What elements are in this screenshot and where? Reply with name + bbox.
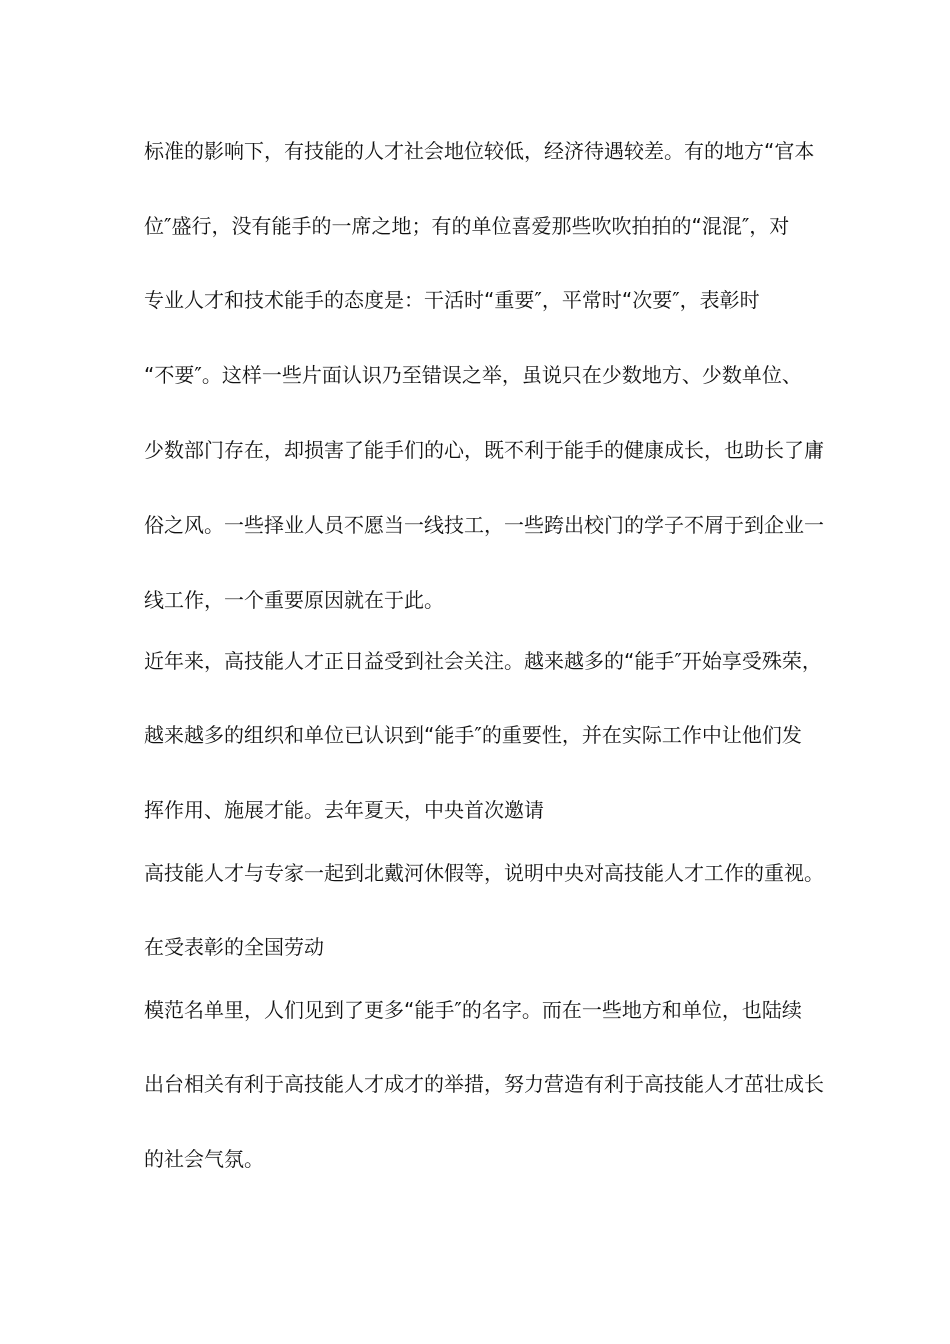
body-text-line: 位″盛行，没有能手的一席之地；有的单位喜爱那些吹吹拍拍的“混混″，对 xyxy=(144,214,790,238)
body-text-line: 在受表彰的全国劳动 xyxy=(144,935,324,959)
body-text-line: 越来越多的组织和单位已认识到“能手″的重要性，并在实际工作中让他们发 xyxy=(144,723,802,747)
body-text-line: 出台相关有利于高技能人才成才的举措，努力营造有利于高技能人才茁壮成长 xyxy=(144,1072,824,1096)
body-text-line: 高技能人才与专家一起到北戴河休假等，说明中央对高技能人才工作的重视。 xyxy=(144,861,824,885)
body-text-line: 标准的影响下，有技能的人才社会地位较低，经济待遇较差。有的地方“官本 xyxy=(144,139,815,163)
body-text-line: “不要″。这样一些片面认识乃至错误之举，虽说只在少数地方、少数单位、 xyxy=(144,363,802,387)
body-text-line: 线工作，一个重要原因就在于此。 xyxy=(144,588,444,612)
body-text-line: 俗之风。一些择业人员不愿当一线技工，一些跨出校门的学子不屑于到企业一 xyxy=(144,513,824,537)
body-text-line: 的社会气氛。 xyxy=(144,1147,264,1171)
paragraph-start-line: 近年来，高技能人才正日益受到社会关注。越来越多的“能手″开始享受殊荣， xyxy=(144,649,822,673)
body-text-line: 模范名单里，人们见到了更多“能手″的名字。而在一些地方和单位，也陆续 xyxy=(144,998,802,1022)
body-text-line: 专业人才和技术能手的态度是：干活时“重要″，平常时“次要″，表彰时 xyxy=(144,288,760,312)
body-text-line: 挥作用、施展才能。去年夏天，中央首次邀请 xyxy=(144,798,544,822)
body-text-line: 少数部门存在，却损害了能手们的心，既不利于能手的健康成长，也助长了庸 xyxy=(144,438,824,462)
